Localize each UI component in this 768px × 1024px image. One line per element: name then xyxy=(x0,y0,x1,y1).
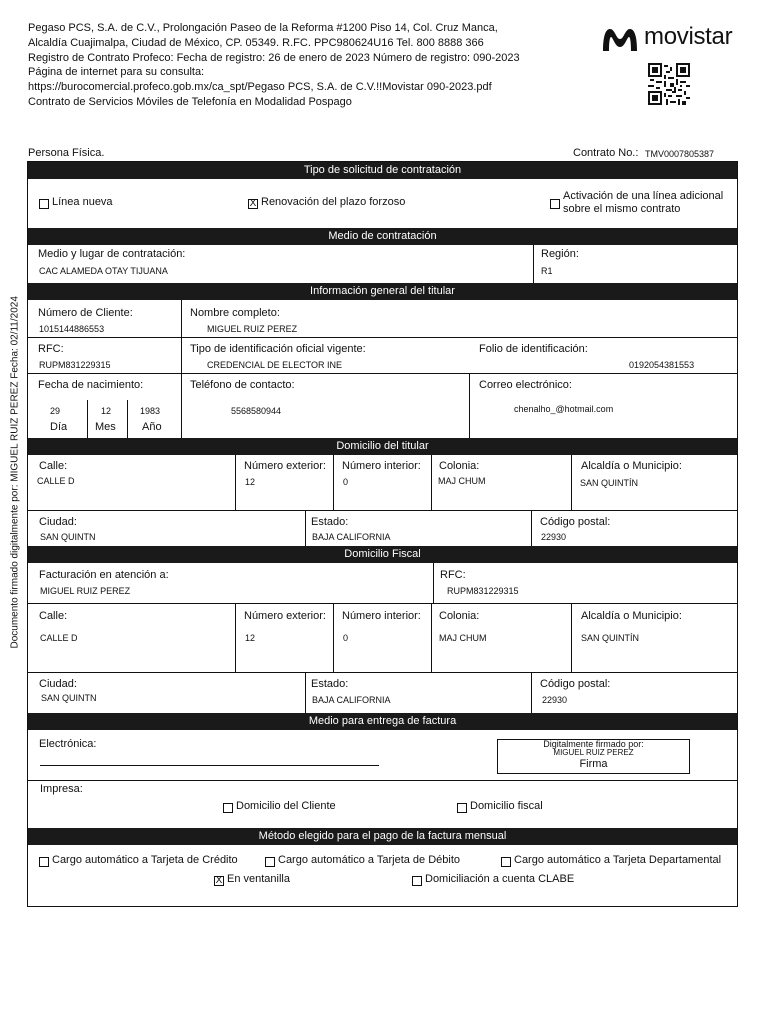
company-header xyxy=(28,21,520,110)
nombre-label: Nombre completo: xyxy=(190,307,280,319)
renovacion-checkbox[interactable]: X xyxy=(249,198,257,209)
ventanilla-checkbox[interactable]: X xyxy=(215,875,223,886)
mes-value: 12 xyxy=(101,406,112,416)
fiscal-ciudad-label: Ciudad: xyxy=(39,678,77,690)
num-int-label: Número interior: xyxy=(342,460,421,472)
tarjeta-credito-checkbox[interactable] xyxy=(39,857,49,867)
fiscal-colonia-value: MAJ CHUM xyxy=(439,633,487,643)
movistar-m-icon xyxy=(600,25,640,55)
cliente-value: 1015144886553 xyxy=(39,324,105,334)
telefono-value: 5568580944 xyxy=(231,406,282,416)
estado-label: Estado: xyxy=(311,516,349,528)
fiscal-alcaldia-label: Alcaldía o Municipio: xyxy=(581,610,682,622)
mes-label: Mes xyxy=(95,421,116,433)
linea-nueva-label: Línea nueva xyxy=(52,196,113,208)
fiscal-ciudad-value: SAN QUINTN xyxy=(41,693,97,703)
section-medio-contratacion: Medio de contratación xyxy=(28,228,737,245)
linea-nueva-checkbox[interactable] xyxy=(39,199,49,209)
clabe-checkbox[interactable] xyxy=(412,876,422,886)
signature-name: MIGUEL RUIZ PEREZ xyxy=(553,748,634,757)
ciudad-value: SAN QUINTN xyxy=(40,532,96,542)
header-line: Registro de Contrato Profeco: Fecha de registro: 26 de enero de 2023 Número de registro: 090-2023 xyxy=(28,51,520,64)
tarjeta-departamental-label: Cargo automático a Tarjeta Departamental xyxy=(514,854,722,866)
signature-digital-label: Digitalmente firmado por: xyxy=(543,739,644,749)
renovacion-label: Renovación del plazo forzoso xyxy=(261,196,406,208)
dia-value: 29 xyxy=(50,406,61,416)
nacimiento-label: Fecha de nacimiento: xyxy=(38,379,144,391)
digital-signature-note: Documento firmado digitalmente por: MIGUEL RUIZ PEREZ Fecha: 02/11/2024 xyxy=(9,296,21,649)
facturacion-label: Facturación en atención a: xyxy=(39,569,169,581)
colonia-label: Colonia: xyxy=(439,460,480,472)
domicilio-cliente-label: Domicilio del Cliente xyxy=(236,800,336,812)
calle-value: CALLE D xyxy=(37,476,75,486)
header-line: Alcaldía Cuajimalpa, Ciudad de México, CP. 05349. R.FC. PPC980624U16 Tel. 800 8888 366 xyxy=(28,36,484,49)
ventanilla-label: En ventanilla xyxy=(227,873,290,885)
movistar-logo xyxy=(600,24,742,56)
fiscal-num-ext-label: Número exterior: xyxy=(244,610,326,622)
fiscal-num-int-label: Número interior: xyxy=(342,610,421,622)
header-line: Contrato de Servicios Móviles de Telefonía en Modalidad Pospago xyxy=(28,95,352,108)
tipo-id-value: CREDENCIAL DE ELECTOR INE xyxy=(207,360,343,370)
cp-label: Código postal: xyxy=(540,516,611,528)
folio-label: Folio de identificación: xyxy=(479,343,588,355)
nombre-value: MIGUEL RUIZ PEREZ xyxy=(207,324,298,334)
correo-label: Correo electrónico: xyxy=(479,379,572,391)
section-tipo-solicitud: Tipo de solicitud de contratación xyxy=(28,162,737,179)
tipo-id-label: Tipo de identificación oficial vigente: xyxy=(190,343,366,355)
dia-label: Día xyxy=(50,421,68,433)
header-line: Página de internet para su consulta: xyxy=(28,66,205,79)
tarjeta-credito-label: Cargo automático a Tarjeta de Crédito xyxy=(52,854,238,866)
section-domicilio-fiscal: Domicilio Fiscal xyxy=(28,546,737,563)
fiscal-num-int-value: 0 xyxy=(343,633,349,643)
num-ext-value: 12 xyxy=(245,477,256,487)
fiscal-estado-value: BAJA CALIFORNIA xyxy=(312,695,391,705)
qr-code xyxy=(648,63,690,105)
electronica-line[interactable] xyxy=(40,765,379,766)
num-ext-label: Número exterior: xyxy=(244,460,326,472)
anio-label: Año xyxy=(142,421,162,433)
alcaldia-value: SAN QUINTÍN xyxy=(580,478,639,488)
folio-value: 0192054381553 xyxy=(629,360,695,370)
colonia-value: MAJ CHUM xyxy=(438,476,486,486)
fiscal-num-ext-value: 12 xyxy=(245,633,256,643)
correo-value: chenalho_@hotmail.com xyxy=(514,404,614,414)
alcaldia-label: Alcaldía o Municipio: xyxy=(581,460,682,472)
electronica-label: Electrónica: xyxy=(39,738,97,750)
contract-number-label: Contrato No.: xyxy=(573,147,639,159)
ciudad-label: Ciudad: xyxy=(39,516,77,528)
cp-value: 22930 xyxy=(541,532,567,542)
fiscal-rfc-label: RFC: xyxy=(440,569,466,581)
facturacion-value: MIGUEL RUIZ PEREZ xyxy=(40,586,131,596)
tarjeta-debito-checkbox[interactable] xyxy=(265,857,275,867)
header-line: Pegaso PCS, S.A. de C.V., Prolongación Paseo de la Reforma #1200 Piso 14, Col. Cruz Manca, xyxy=(28,22,498,34)
fiscal-estado-label: Estado: xyxy=(311,678,349,690)
telefono-label: Teléfono de contacto: xyxy=(190,379,295,391)
calle-label: Calle: xyxy=(39,460,68,472)
fiscal-rfc-value: RUPM831229315 xyxy=(447,586,519,596)
activacion-label-2: sobre el mismo contrato xyxy=(563,203,681,215)
impresa-label: Impresa: xyxy=(40,783,83,795)
rfc-value: RUPM831229315 xyxy=(39,360,111,370)
section-medio-factura: Medio para entrega de factura xyxy=(28,713,737,730)
persona-type: Persona Física. xyxy=(28,147,105,159)
rfc-label: RFC: xyxy=(38,343,64,355)
signature-label: Firma xyxy=(579,758,608,770)
region-label: Región: xyxy=(541,248,579,260)
contract-form xyxy=(27,161,738,907)
domicilio-cliente-checkbox[interactable] xyxy=(223,803,233,813)
region-value: R1 xyxy=(541,266,553,276)
medio-value: CAC ALAMEDA OTAY TIJUANA xyxy=(39,266,168,276)
fiscal-alcaldia-value: SAN QUINTÍN xyxy=(581,633,640,643)
domicilio-fiscal-checkbox[interactable] xyxy=(457,803,467,813)
signature-box[interactable] xyxy=(497,739,690,774)
medio-label: Medio y lugar de contratación: xyxy=(38,248,186,260)
activacion-checkbox[interactable] xyxy=(550,199,560,209)
section-info-general: Información general del titular xyxy=(28,283,737,300)
tarjeta-departamental-checkbox[interactable] xyxy=(501,857,511,867)
contract-number-value: TMV0007805387 xyxy=(645,149,715,159)
num-int-value: 0 xyxy=(343,477,349,487)
fiscal-calle-value: CALLE D xyxy=(40,633,78,643)
cliente-label: Número de Cliente: xyxy=(38,307,133,319)
fiscal-cp-value: 22930 xyxy=(542,695,568,705)
fiscal-calle-label: Calle: xyxy=(39,610,68,622)
section-domicilio-titular: Domicilio del titular xyxy=(28,438,737,455)
estado-value: BAJA CALIFORNIA xyxy=(312,532,391,542)
clabe-label: Domiciliación a cuenta CLABE xyxy=(425,873,575,885)
fiscal-cp-label: Código postal: xyxy=(540,678,611,690)
header-link[interactable]: https://burocomercial.profeco.gob.mx/ca_spt/Pegaso PCS, S.A. de C.V.!!Movistar 090-2023.pdf xyxy=(28,81,492,94)
section-metodo-pago: Método elegido para el pago de la factura mensual xyxy=(28,828,737,845)
fiscal-colonia-label: Colonia: xyxy=(439,610,480,622)
domicilio-fiscal-label: Domicilio fiscal xyxy=(470,800,543,812)
activacion-label: Activación de una línea adicional xyxy=(563,190,724,202)
tarjeta-debito-label: Cargo automático a Tarjeta de Débito xyxy=(278,854,461,866)
logo-word: movistar xyxy=(644,23,733,50)
anio-value: 1983 xyxy=(140,406,161,416)
